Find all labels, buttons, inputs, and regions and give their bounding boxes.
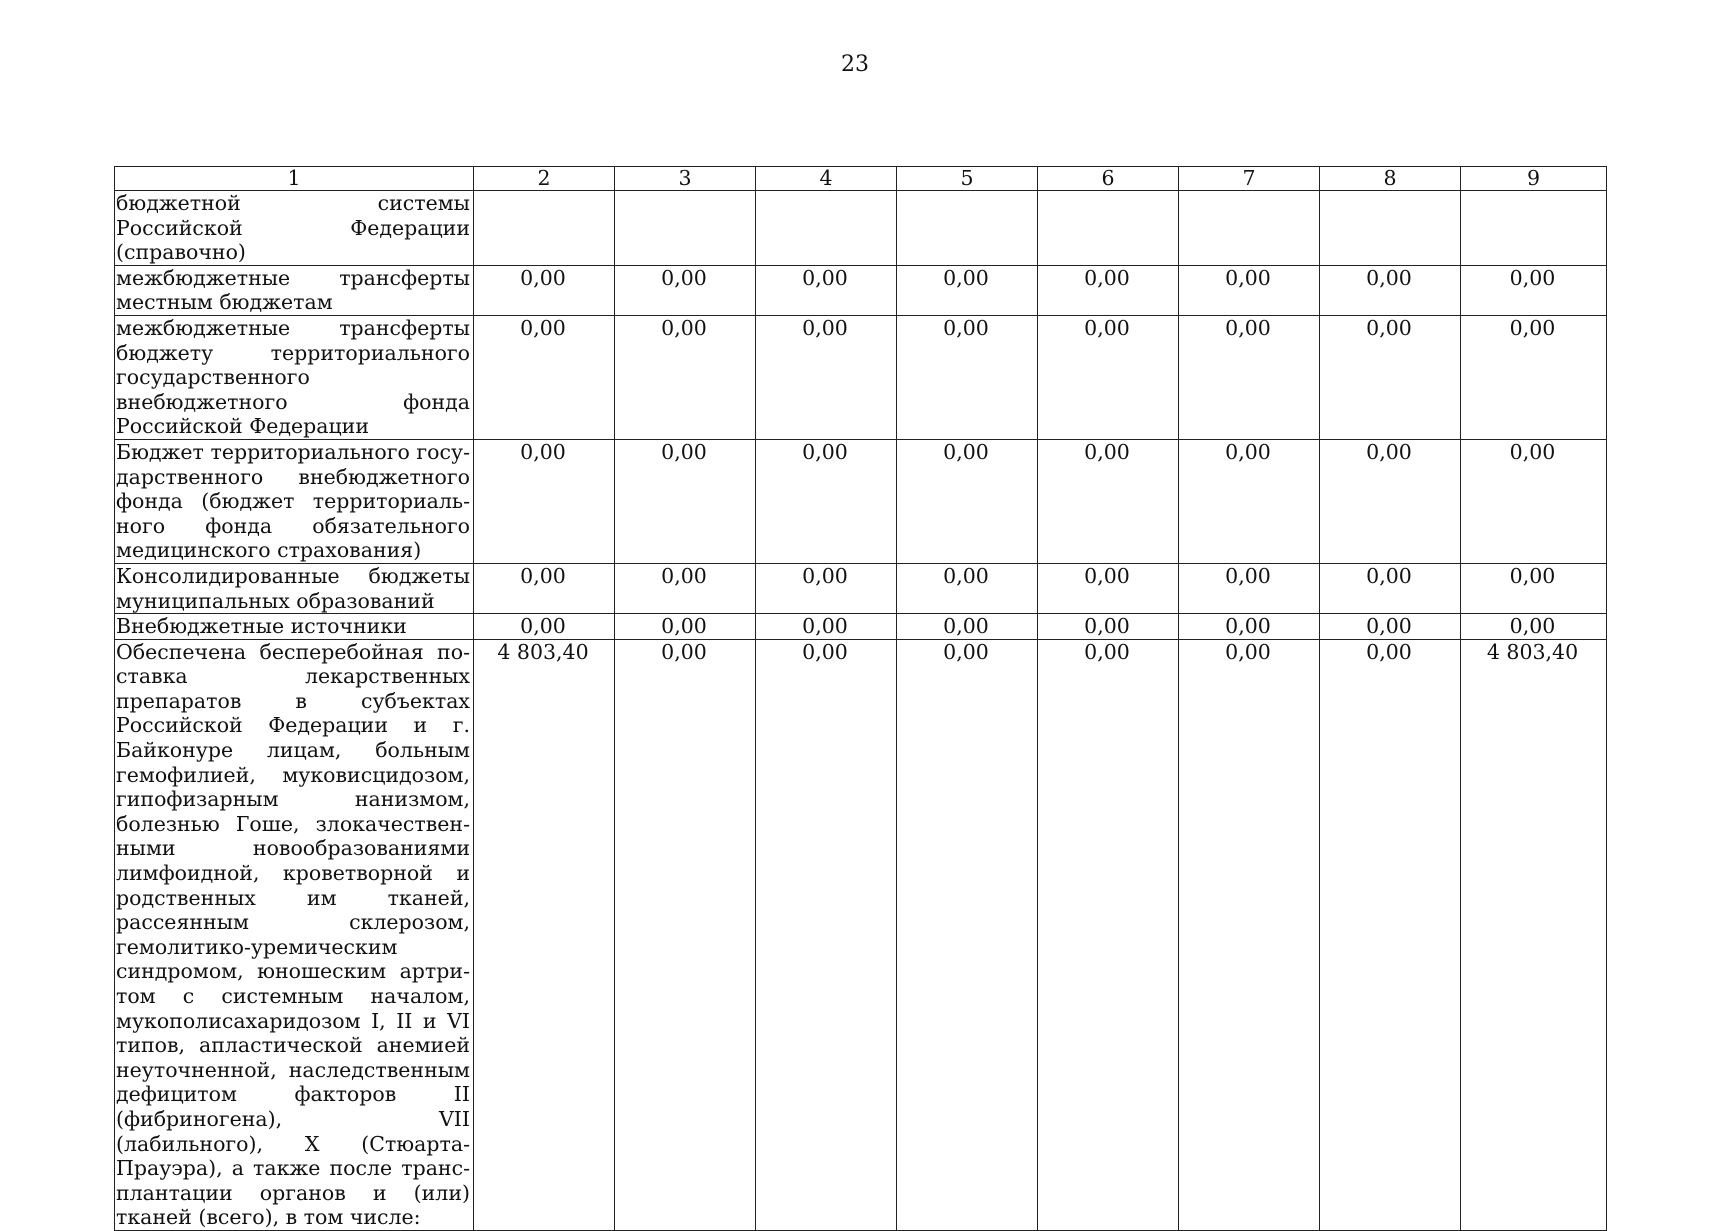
value-cell: 0,00 bbox=[1038, 265, 1179, 315]
column-header: 1 bbox=[115, 167, 474, 191]
value-cell: 0,00 bbox=[1461, 265, 1607, 315]
value-cell: 0,00 bbox=[1461, 563, 1607, 613]
value-cell: 0,00 bbox=[1320, 639, 1461, 1230]
value-cell: 0,00 bbox=[1320, 265, 1461, 315]
table-row bbox=[115, 639, 1607, 1230]
row-label: Консолидированные бюджеты муниципальных образований bbox=[115, 563, 474, 613]
value-cell: 0,00 bbox=[756, 315, 897, 439]
value-cell: 0,00 bbox=[1038, 315, 1179, 439]
value-cell: 0,00 bbox=[474, 614, 615, 640]
row-label: межбюджетные трансферты местным бюджетам bbox=[115, 265, 474, 315]
value-cell: 0,00 bbox=[1179, 639, 1320, 1230]
column-header: 9 bbox=[1461, 167, 1607, 191]
column-header: 8 bbox=[1320, 167, 1461, 191]
value-cell: 0,00 bbox=[615, 315, 756, 439]
row-label: Обеспечена бесперебойная поставка лекарственных препаратов в субъектах Российской Федерации и г. Байконуре лицам, больным гемофилией, муковисцидозом, гипофизарным нанизмом, болезнью Гоше, злокачественными новообразованиями лимфоидной, кроветворной и родственных им тканей, рассеянным склерозом, гемолитико-уремическим синдромом, юношеским артритом с системным началом, мукополисахаридозом I, II и VI типов, апластической анемией неуточненной, наследственным дефицитом факторов II (фибриногена), VII (лабильного), X (Стюарта-Прауэра), а также после трансплантации органов и (или) тканей (всего), в том числе: bbox=[115, 639, 474, 1230]
value-cell: 0,00 bbox=[897, 439, 1038, 563]
budget-table bbox=[114, 166, 1607, 1231]
table-row bbox=[115, 265, 1607, 315]
value-cell bbox=[1320, 191, 1461, 266]
value-cell bbox=[897, 191, 1038, 266]
value-cell: 0,00 bbox=[1320, 563, 1461, 613]
value-cell: 0,00 bbox=[897, 315, 1038, 439]
value-cell: 4 803,40 bbox=[1461, 639, 1607, 1230]
value-cell: 0,00 bbox=[897, 265, 1038, 315]
table-row bbox=[115, 315, 1607, 439]
row-label: бюджетной системы Российской Федерации (справочно) bbox=[115, 191, 474, 266]
value-cell: 0,00 bbox=[1038, 639, 1179, 1230]
value-cell: 0,00 bbox=[1461, 614, 1607, 640]
table-row bbox=[115, 191, 1607, 266]
value-cell: 0,00 bbox=[615, 563, 756, 613]
table-row bbox=[115, 614, 1607, 640]
value-cell: 0,00 bbox=[756, 563, 897, 613]
value-cell: 0,00 bbox=[1320, 315, 1461, 439]
value-cell: 0,00 bbox=[1038, 614, 1179, 640]
value-cell: 0,00 bbox=[897, 563, 1038, 613]
value-cell: 4 803,40 bbox=[474, 639, 615, 1230]
value-cell bbox=[1461, 191, 1607, 266]
row-label: Бюджет территориального государственного внебюджетного фонда (бюджет территориального фонда обязательного медицинского страхования) bbox=[115, 439, 474, 563]
column-header: 5 bbox=[897, 167, 1038, 191]
value-cell: 0,00 bbox=[1179, 563, 1320, 613]
table-row bbox=[115, 439, 1607, 563]
value-cell: 0,00 bbox=[615, 639, 756, 1230]
value-cell: 0,00 bbox=[756, 614, 897, 640]
row-label: Внебюджетные источники bbox=[115, 614, 474, 640]
value-cell: 0,00 bbox=[474, 265, 615, 315]
value-cell: 0,00 bbox=[1179, 265, 1320, 315]
value-cell: 0,00 bbox=[897, 614, 1038, 640]
column-header: 2 bbox=[474, 167, 615, 191]
value-cell: 0,00 bbox=[615, 614, 756, 640]
column-header: 6 bbox=[1038, 167, 1179, 191]
column-header: 4 bbox=[756, 167, 897, 191]
value-cell bbox=[756, 191, 897, 266]
value-cell: 0,00 bbox=[1320, 439, 1461, 563]
column-header: 3 bbox=[615, 167, 756, 191]
value-cell: 0,00 bbox=[1038, 439, 1179, 563]
value-cell: 0,00 bbox=[474, 315, 615, 439]
value-cell: 0,00 bbox=[1038, 563, 1179, 613]
column-header: 7 bbox=[1179, 167, 1320, 191]
value-cell bbox=[1179, 191, 1320, 266]
value-cell: 0,00 bbox=[897, 639, 1038, 1230]
value-cell: 0,00 bbox=[756, 265, 897, 315]
value-cell: 0,00 bbox=[1179, 439, 1320, 563]
value-cell: 0,00 bbox=[1461, 439, 1607, 563]
value-cell: 0,00 bbox=[1179, 614, 1320, 640]
value-cell: 0,00 bbox=[474, 563, 615, 613]
table-row bbox=[115, 563, 1607, 613]
value-cell: 0,00 bbox=[474, 439, 615, 563]
value-cell: 0,00 bbox=[756, 439, 897, 563]
page-number: 23 bbox=[841, 52, 869, 77]
table-body bbox=[115, 191, 1607, 1231]
value-cell: 0,00 bbox=[1461, 315, 1607, 439]
value-cell: 0,00 bbox=[756, 639, 897, 1230]
value-cell bbox=[474, 191, 615, 266]
value-cell bbox=[615, 191, 756, 266]
value-cell: 0,00 bbox=[615, 439, 756, 563]
header-row bbox=[115, 167, 1607, 191]
value-cell: 0,00 bbox=[1179, 315, 1320, 439]
value-cell: 0,00 bbox=[615, 265, 756, 315]
value-cell bbox=[1038, 191, 1179, 266]
value-cell: 0,00 bbox=[1320, 614, 1461, 640]
table-header bbox=[115, 167, 1607, 191]
row-label: межбюджетные трансферты бюджету территориального государственного внебюджетного фонда Российской Федерации bbox=[115, 315, 474, 439]
